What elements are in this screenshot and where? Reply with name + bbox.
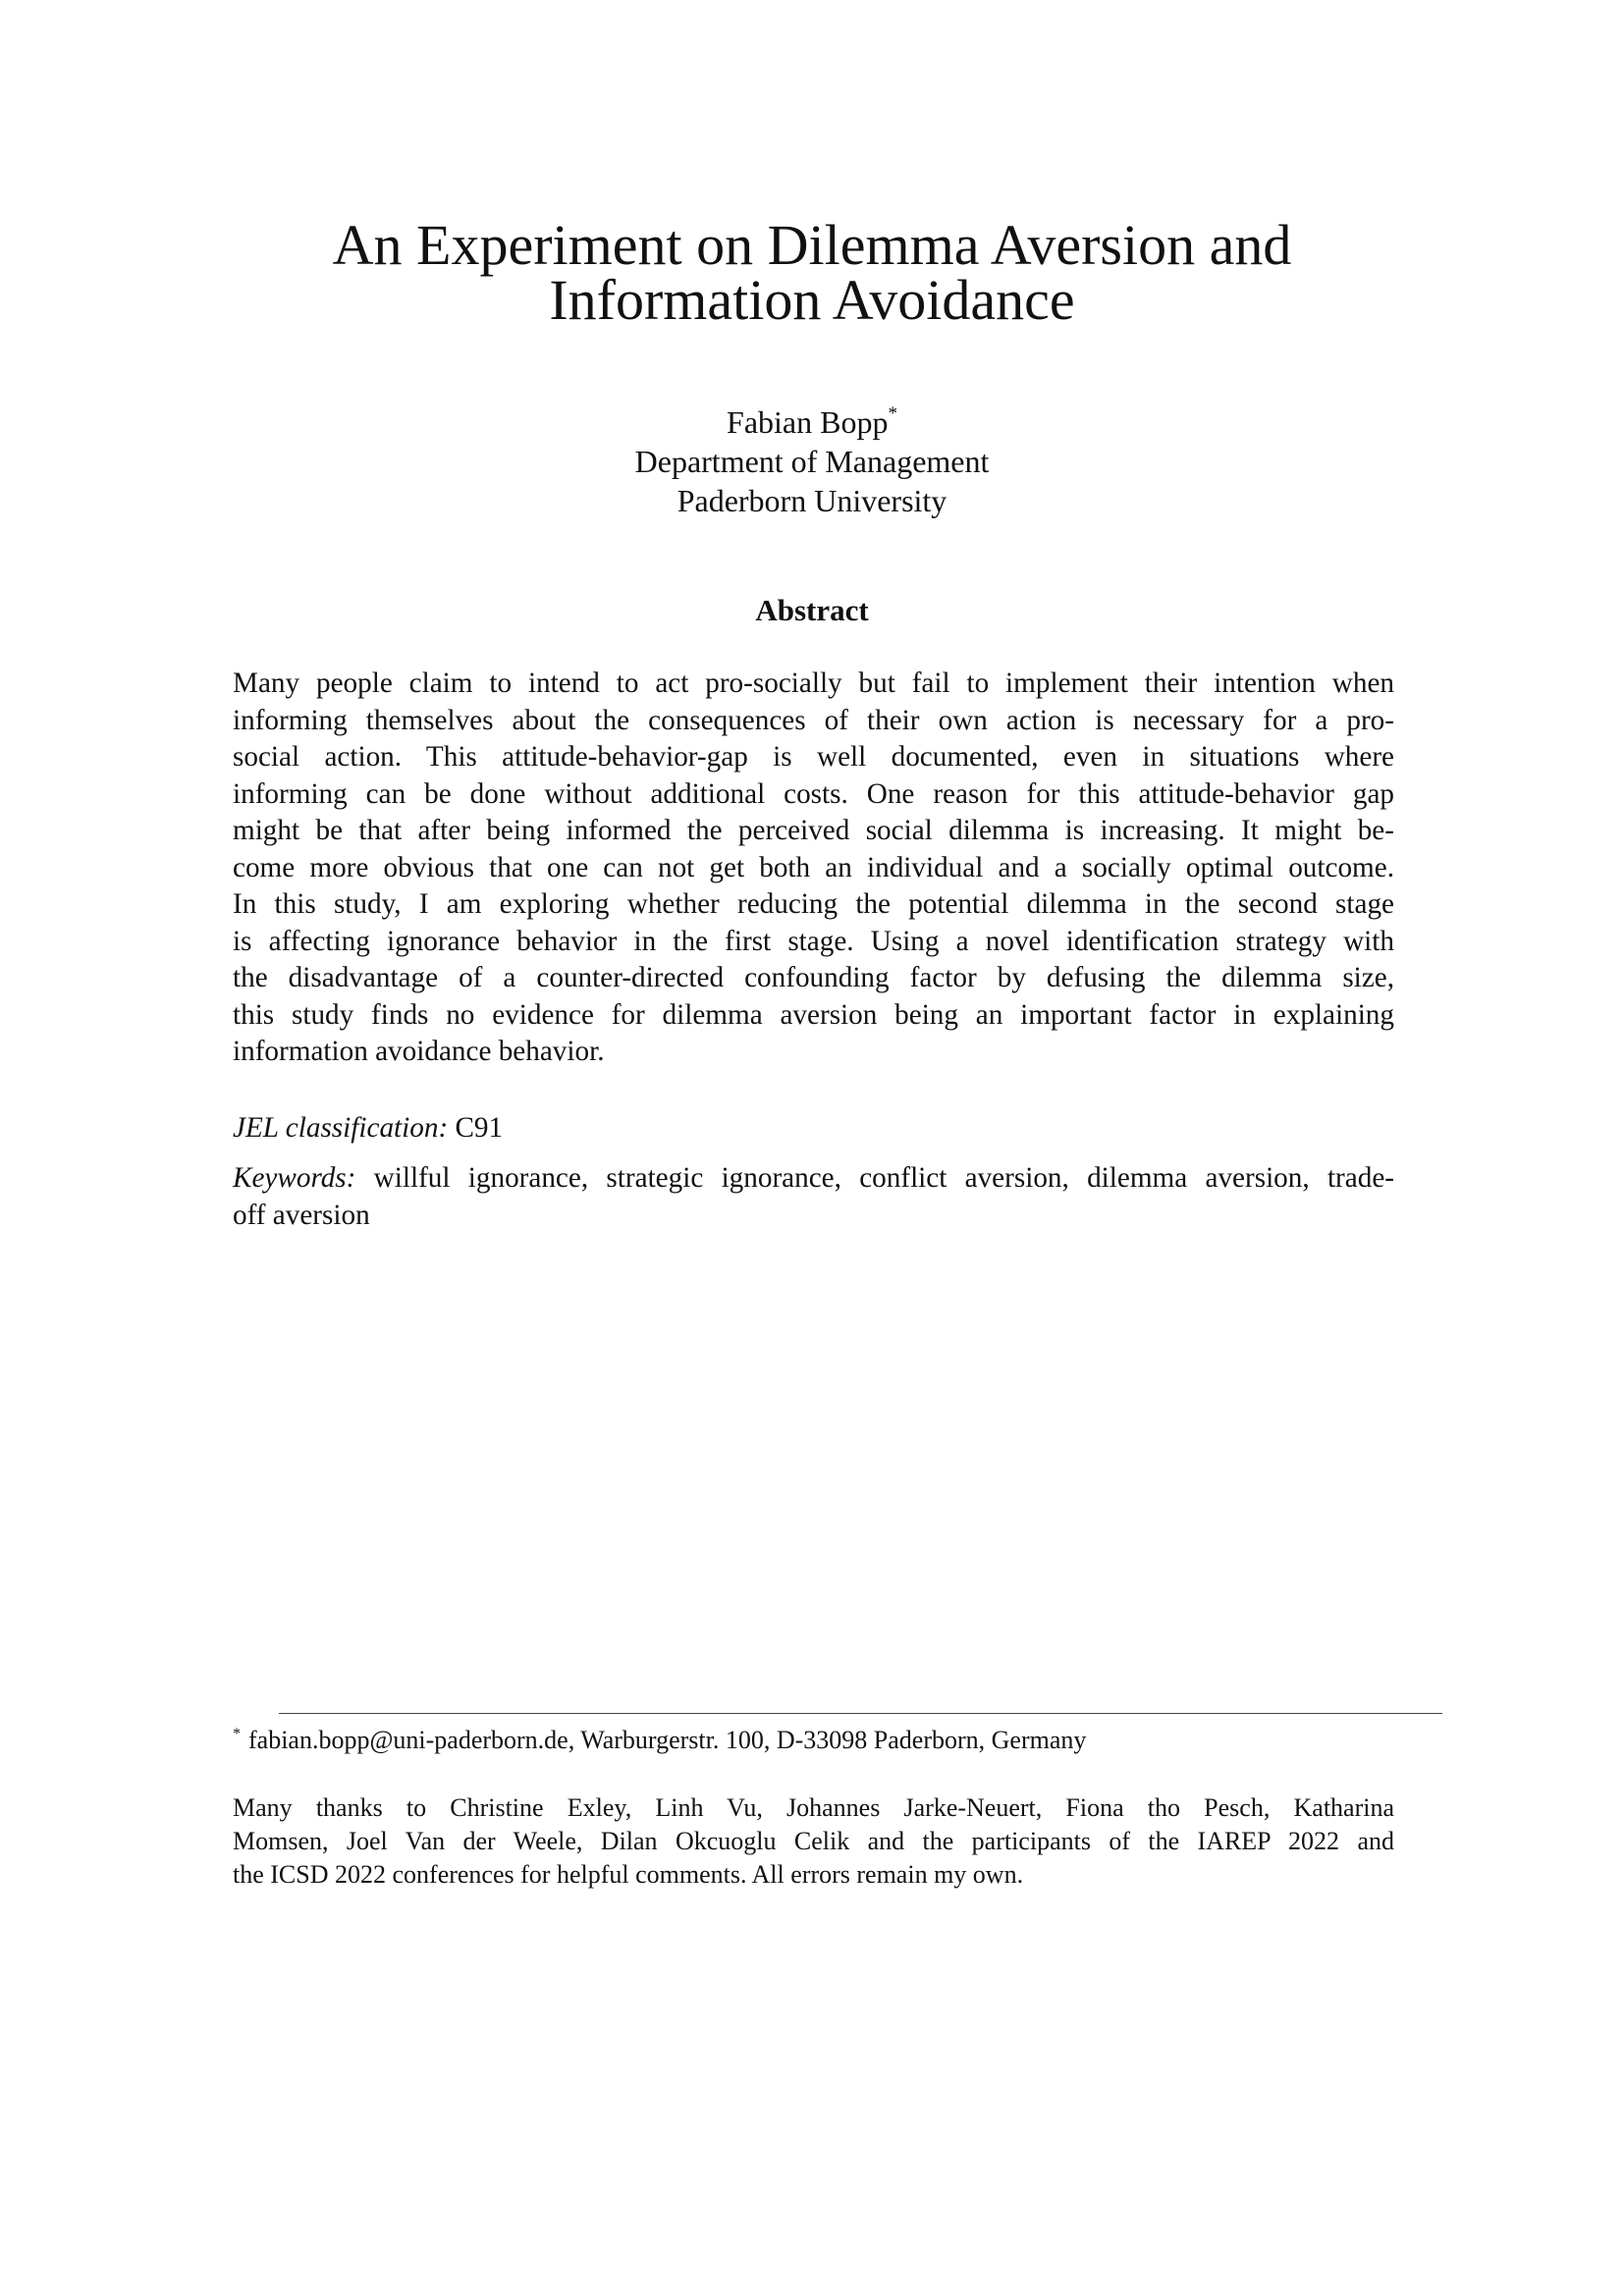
author-department: Department of Management [634,444,990,479]
abstract-line: social action. This attitude-behavior-gap is well documented, even in situations where [233,741,1394,773]
abstract-line: come more obvious that one can not get both an individual and a socially optimal outcome. [233,851,1394,883]
jel-label: JEL classification: [233,1112,449,1144]
footnote-rule [279,1713,1442,1714]
acknowledgement-line: Many thanks to Christine Exley, Linh Vu, Johannes Jarke-Neuert, Fiona tho Pesch, Katharina [233,1793,1394,1822]
author-footnote [233,1724,1394,1757]
paper-title [0,213,1624,332]
keywords [233,1160,1394,1234]
abstract-line: the disadvantage of a counter-directed confounding factor by defusing the dilemma size, [233,962,1394,993]
acknowledgements [233,1791,1394,1892]
abstract-heading: Abstract [755,593,869,627]
author-name: Fabian Bopp [727,404,889,440]
abstract-line: this study finds no evidence for dilemma aversion being an important factor in explaining [233,998,1394,1031]
keywords-label: Keywords: [233,1162,356,1194]
title-line: Information Avoidance [549,268,1075,332]
footnote-text: fabian.bopp@uni-paderborn.de, Warburgerstr. 100, D-33098 Paderborn, Germany [248,1726,1087,1754]
abstract-body [233,666,1394,1071]
abstract-line: In this study, I am exploring whether reducing the potential dilemma in the second stage [233,888,1394,920]
abstract-line: information avoidance behavior. [233,1036,605,1067]
author-university: Paderborn University [677,483,947,518]
abstract-line: might be that after being informed the perceived social dilemma is increasing. It might be- [233,815,1394,846]
keywords-text-1: willful ignorance, strategic ignorance, conflict aversion, dilemma aversion, trade- [373,1162,1394,1194]
acknowledgement-line: the ICSD 2022 conferences for helpful comments. All errors remain my own. [233,1860,1024,1889]
keywords-text-2: off aversion [233,1199,370,1231]
acknowledgement-line: Momsen, Joel Van der Weele, Dilan Okcuoglu Celik and the participants of the IAREP 2022 and [233,1827,1394,1855]
abstract-line: informing themselves about the consequences of their own action is necessary for a pro- [233,704,1394,736]
author-name-line [0,402,1624,442]
title-line: An Experiment on Dilemma Aversion and [332,213,1292,277]
footnote-mark: * [233,1726,241,1742]
jel-classification [233,1110,1394,1148]
abstract-line: Many people claim to intend to act pro-socially but fail to implement their intention when [233,667,1394,699]
author-block [0,402,1624,520]
abstract-line: is affecting ignorance behavior in the first stage. Using a novel identification strategy with [233,925,1394,957]
abstract-line: informing can be done without additional costs. One reason for this attitude-behavior gap [233,777,1394,810]
keywords-line [233,1160,1394,1198]
author-footnote-mark: * [888,403,897,424]
jel-value: C91 [455,1112,504,1144]
